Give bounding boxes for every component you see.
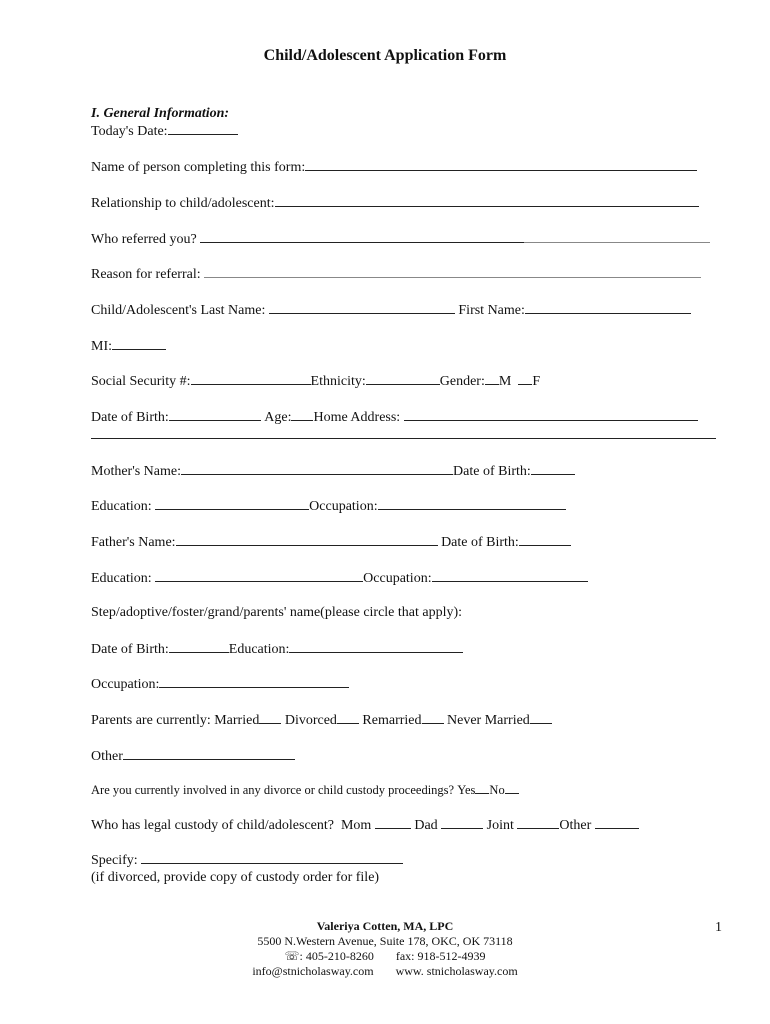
mother-occupation-label: Occupation: (309, 499, 378, 514)
todays-date-label: Today's Date: (91, 124, 168, 139)
remarried-option[interactable]: Remarried (362, 713, 422, 728)
father-dob-label: Date of Birth: (441, 535, 519, 550)
married-option[interactable]: Married (214, 713, 260, 728)
never-married-blank[interactable] (530, 711, 552, 724)
ethnicity-label: Ethnicity: (310, 374, 366, 389)
custody-joint-blank[interactable] (517, 816, 559, 829)
gender-label: Gender: (439, 374, 485, 389)
dob-field[interactable] (169, 408, 261, 421)
reason-referral-field[interactable] (204, 265, 701, 278)
other-label: Other (91, 749, 123, 764)
todays-date-row (91, 122, 238, 141)
dob-label: Date of Birth: (91, 410, 169, 425)
custody-other-label: Other (559, 818, 592, 833)
home-address-row-2 (91, 426, 716, 445)
custody-no-label: No (489, 783, 505, 797)
married-blank[interactable] (259, 711, 281, 724)
custody-dad-blank[interactable] (441, 816, 483, 829)
father-education-field[interactable] (155, 569, 363, 582)
gender-f-blank[interactable] (518, 372, 532, 385)
phone-icon: ☏ (284, 949, 300, 963)
reason-referral-label: Reason for referral: (91, 267, 201, 282)
name-completing-field[interactable] (305, 158, 697, 171)
step-dob-label: Date of Birth: (91, 642, 169, 657)
mother-education-label: Education: (91, 499, 152, 514)
mother-education-row (91, 497, 566, 516)
mothers-name-label: Mother's Name: (91, 464, 182, 479)
age-label: Age: (264, 410, 292, 425)
name-completing-row (91, 158, 697, 177)
first-name-field[interactable] (525, 301, 691, 314)
divorced-blank[interactable] (337, 711, 359, 724)
step-parents-label: Step/adoptive/foster/grand/parents' name(please circle that apply): (91, 605, 463, 620)
mothers-name-field[interactable] (181, 462, 453, 475)
relationship-label: Relationship to child/adolescent: (91, 196, 275, 211)
father-occupation-label: Occupation: (363, 571, 432, 586)
mother-occupation-field[interactable] (378, 497, 566, 510)
gender-f-label: F (532, 374, 541, 389)
who-referred-field-continued[interactable] (524, 230, 710, 243)
never-married-option[interactable]: Never Married (447, 713, 530, 728)
first-name-label: First Name: (458, 303, 525, 318)
custody-question-label: Are you currently involved in any divorce or child custody proceedings? (91, 783, 455, 797)
step-dob-field[interactable] (169, 640, 229, 653)
specify-field[interactable] (141, 851, 403, 864)
ssn-row (91, 372, 540, 391)
mi-field[interactable] (112, 337, 166, 350)
section-heading: I. General Information: (91, 106, 230, 121)
footer-phone: : 405-210-8260 (299, 949, 374, 963)
father-occupation-field[interactable] (432, 569, 588, 582)
form-title: Child/Adolescent Application Form (263, 47, 507, 64)
legal-custody-label: Who has legal custody of child/adolescent? (91, 818, 334, 833)
footer-name: Valeriya Cotten, MA, LPC (316, 919, 454, 933)
other-row (91, 747, 295, 766)
parents-status-row (91, 711, 552, 730)
parents-currently-label: Parents are currently: (91, 713, 211, 728)
todays-date-field[interactable] (168, 122, 238, 135)
custody-joint-label: Joint (486, 818, 514, 833)
custody-dad-label: Dad (414, 818, 438, 833)
reason-referral-row (91, 265, 701, 284)
page-number: 1 (715, 920, 722, 935)
ssn-label: Social Security #: (91, 374, 191, 389)
step-occupation-label: Occupation: (91, 677, 160, 692)
divorce-note: (if divorced, provide copy of custody order for file) (91, 870, 380, 885)
relationship-row (91, 194, 699, 213)
footer-fax: fax: 918-512-4939 (395, 949, 486, 963)
gender-m-blank[interactable] (485, 372, 499, 385)
step-dob-row (91, 640, 463, 659)
child-name-row (91, 301, 691, 320)
father-dob-field[interactable] (519, 533, 571, 546)
ethnicity-field[interactable] (366, 372, 440, 385)
footer-address: 5500 N.Western Avenue, Suite 178, OKC, OK 73118 (257, 934, 513, 948)
footer-email[interactable]: info@stnicholasway.com (252, 964, 374, 978)
custody-yes-label: Yes (457, 783, 476, 797)
custody-mom-label: Mom (340, 818, 372, 833)
divorced-option[interactable]: Divorced (284, 713, 337, 728)
custody-other-blank[interactable] (595, 816, 639, 829)
step-education-field[interactable] (289, 640, 463, 653)
home-address-label: Home Address: (313, 410, 401, 425)
last-name-field[interactable] (269, 301, 455, 314)
father-education-label: Education: (91, 571, 152, 586)
footer-contact-row (0, 949, 770, 964)
custody-yes-blank[interactable] (475, 781, 489, 794)
mi-row (91, 337, 166, 356)
mother-dob-field[interactable] (531, 462, 575, 475)
fathers-name-row (91, 533, 571, 552)
fathers-name-field[interactable] (176, 533, 438, 546)
age-field[interactable] (291, 408, 313, 421)
mi-label: MI: (91, 339, 112, 354)
custody-no-blank[interactable] (505, 781, 519, 794)
who-referred-row (91, 230, 710, 249)
footer-website[interactable]: www. stnicholasway.com (395, 964, 518, 978)
ssn-field[interactable] (191, 372, 311, 385)
mother-dob-label: Date of Birth: (453, 464, 531, 479)
custody-question-row (91, 781, 519, 799)
custody-mom-blank[interactable] (375, 816, 411, 829)
relationship-field[interactable] (275, 194, 699, 207)
step-occupation-field[interactable] (159, 675, 349, 688)
other-field[interactable] (123, 747, 295, 760)
step-parents-row (91, 604, 462, 622)
last-name-label: Child/Adolescent's Last Name: (91, 303, 266, 318)
mothers-name-row (91, 462, 575, 481)
who-referred-field[interactable] (200, 230, 524, 243)
specify-label: Specify: (91, 853, 138, 868)
father-education-row (91, 569, 588, 588)
who-referred-label: Who referred you? (91, 232, 197, 247)
specify-row (91, 851, 403, 870)
step-education-label: Education: (228, 642, 290, 657)
step-occupation-row (91, 675, 349, 694)
remarried-blank[interactable] (422, 711, 444, 724)
dob-row (91, 408, 698, 427)
footer (0, 919, 770, 979)
mother-education-field[interactable] (155, 497, 309, 510)
home-address-field[interactable] (404, 408, 698, 421)
legal-custody-row (91, 816, 639, 835)
gender-m-label: M (498, 374, 512, 389)
name-completing-label: Name of person completing this form: (91, 160, 306, 175)
fathers-name-label: Father's Name: (91, 535, 176, 550)
home-address-field-line-2[interactable] (91, 426, 716, 439)
footer-web-row (0, 964, 770, 979)
